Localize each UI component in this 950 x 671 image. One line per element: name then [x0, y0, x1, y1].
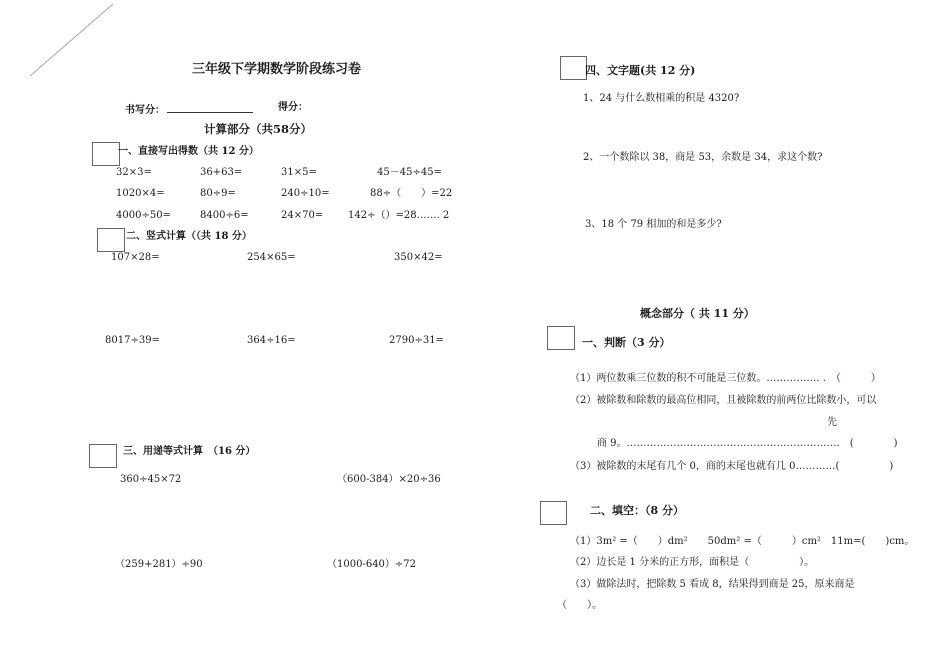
vertical-calc-problem: 2790÷31=: [389, 335, 444, 346]
vertical-calc-problem: 107×28=: [111, 252, 160, 263]
page-title: 三年级下学期数学阶段练习卷: [192, 62, 362, 77]
oral-problem: 88÷（ ）=22: [370, 188, 453, 199]
judge-item: （2）被除数和除数的最高位相同，且被除数的前两位比除数小，可以: [570, 395, 877, 406]
fill-item-continued: （ ）。: [557, 600, 602, 611]
judge-heading: 一、判断（3 分）: [582, 336, 671, 349]
fill-heading: 二、填空：（8 分）: [590, 504, 684, 517]
stepwise-problem: （600-384）×20÷36: [337, 474, 441, 485]
section1-score-box[interactable]: [92, 142, 120, 166]
oral-problem: 8400÷6=: [200, 210, 249, 221]
judge-item: （1）两位数乘三位数的积不可能是三位数。……………. . （ ）: [570, 373, 881, 384]
stepwise-problem: （259+281）÷90: [115, 559, 203, 570]
judge-item-continued: 先: [827, 417, 837, 428]
score-label: 得分：: [278, 102, 308, 113]
oral-problem: 24×70=: [281, 210, 324, 221]
oral-problem: 45－45÷45=: [377, 167, 442, 178]
fill-item: （2）边长是 1 分米的正方形，面积是（ ）。: [570, 557, 815, 568]
judge-item-continued: 商 9。………………………………………………………. ( ): [597, 438, 898, 449]
section1-heading: 一、直接写出得数（共 12 分）: [118, 146, 259, 157]
handwriting-score-label: 书写分：: [125, 103, 253, 116]
section4-heading: 四、文字题(共 12 分): [585, 64, 696, 77]
calc-section-title: 计算部分（共58分）: [204, 122, 313, 136]
oral-problem: 142÷（）=28……. 2: [348, 210, 450, 221]
judge-item: （3）被除数的末尾有几个 0，商的末尾也就有几 0…………( ): [570, 461, 894, 472]
oral-problem: 31×5=: [281, 167, 317, 178]
stepwise-problem: （1000-640）÷72: [327, 559, 417, 570]
section3-heading: 三、用递等式计算 （16 分）: [123, 446, 256, 457]
judge-score-box[interactable]: [547, 326, 575, 350]
vertical-calc-problem: 254×65=: [247, 252, 296, 263]
oral-problem: 240÷10=: [281, 188, 330, 199]
stepwise-problem: 360÷45×72: [120, 474, 182, 485]
vertical-calc-problem: 350×42=: [394, 252, 443, 263]
fill-score-box[interactable]: [540, 501, 567, 525]
oral-problem: 4000÷50=: [116, 210, 171, 221]
fill-item: （1）3m² =（ ）dm² 50dm² =（ ）cm² 11m=( )cm。: [570, 536, 915, 547]
oral-problem: 1020×4=: [116, 188, 165, 199]
section2-heading: 二、竖式计算（（共 18 分）: [126, 231, 252, 242]
section3-score-box[interactable]: [89, 444, 117, 468]
section4-score-box[interactable]: [560, 56, 587, 80]
word-problem: 1、24 与什么数相乘的积是 4320?: [583, 93, 740, 104]
oral-problem: 80÷9=: [200, 188, 236, 199]
fill-item: （3）做除法时，把除数 5 看成 8，结果得到商是 25，原来商是: [570, 579, 855, 590]
vertical-calc-problem: 364÷16=: [247, 335, 296, 346]
word-problem: 3、18 个 79 相加的和是多少?: [585, 219, 722, 230]
oral-problem: 32×3=: [116, 167, 152, 178]
handwriting-score-blank[interactable]: [167, 103, 253, 113]
vertical-calc-problem: 8017÷39=: [105, 335, 160, 346]
section2-score-box[interactable]: [97, 228, 125, 252]
word-problem: 2、一个数除以 38，商是 53，余数是 34，求这个数?: [583, 152, 823, 163]
oral-problem: 36+63=: [200, 167, 243, 178]
concept-section-title: 概念部分（ 共 11 分）: [640, 307, 755, 320]
